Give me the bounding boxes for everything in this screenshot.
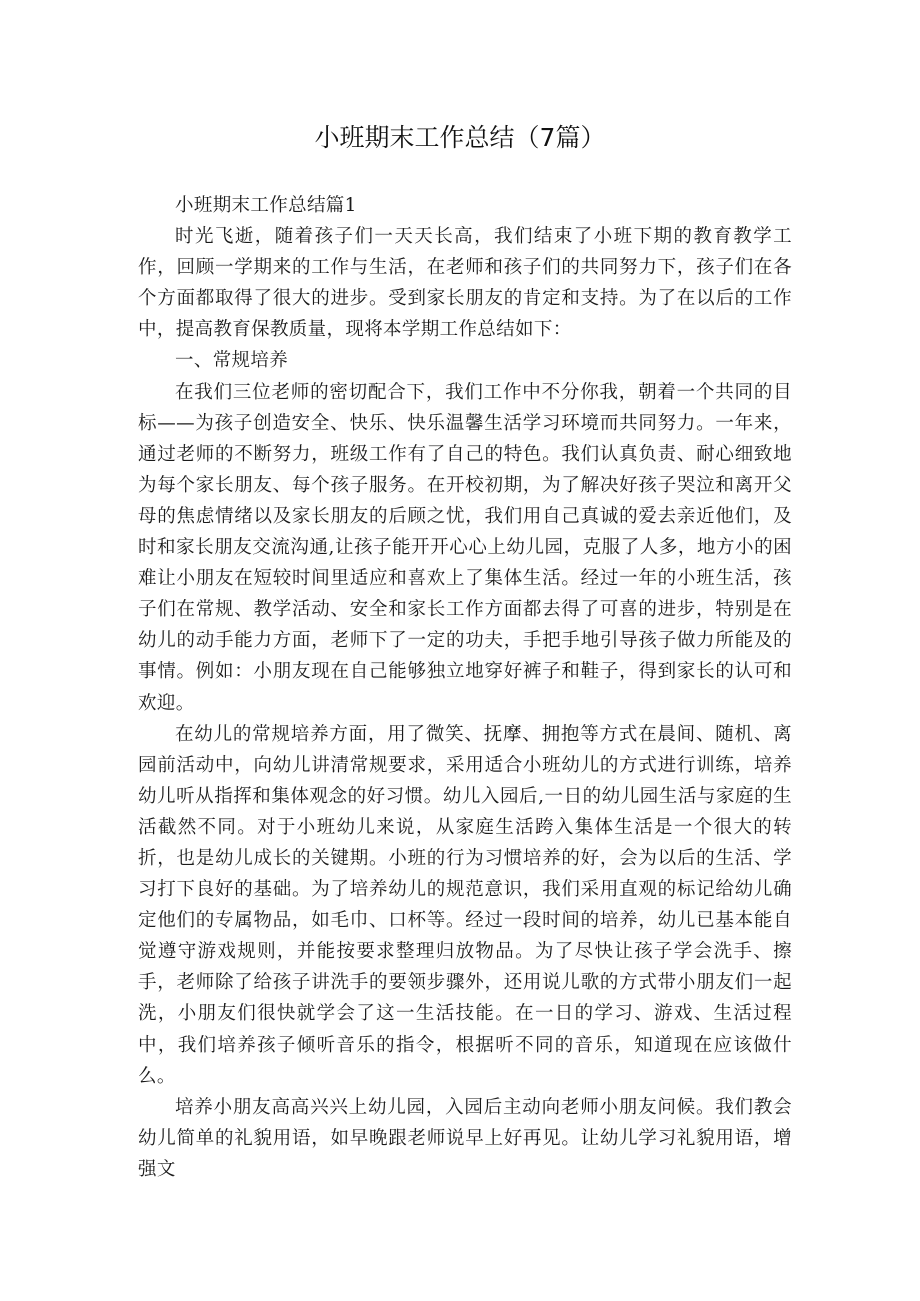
paragraph: 在我们三位老师的密切配合下，我们工作中不分你我，朝着一个共同的目标——为孩子创造安全、快乐、快乐温馨生活学习环境而共同努力。一年来，通过老师的不断努力，班级工作有了自己的特色。我们认真负责、耐心细致地为每个家长朋友、每个孩子服务。在开校初期，为了解决好孩子哭泣和离开父母的焦虑情绪以及家长朋友的后顾之忧，我们用自己真诚的爱去亲近他们，及时和家长朋友交流沟通,让孩子能开开心心上幼儿园，克服了人多，地方小的困难让小朋友在短较时间里适应和喜欢上了集体生活。经过一年的小班生活，孩子们在常规、教学活动、安全和家长工作方面都去得了可喜的进步，特别是在幼儿的动手能力方面，老师下了一定的功夫，手把手地引导孩子做力所能及的事情。例如：小朋友现在自己能够独立地穿好裤子和鞋子，得到家长的认可和欢迎。 — [138, 381, 792, 714]
document-body — [138, 190, 792, 1185]
section-heading: 小班期末工作总结篇1 — [175, 195, 357, 216]
paragraph: 培养小朋友高高兴兴上幼儿园，入园后主动向老师小朋友问候。我们教会幼儿简单的礼貌用语，如早晚跟老师说早上好再见。让幼儿学习礼貌用语，增强文 — [138, 1096, 792, 1180]
paragraph: 在幼儿的常规培养方面，用了微笑、抚摩、拥抱等方式在晨间、随机、离园前活动中，向幼儿讲清常规要求，采用适合小班幼儿的方式进行训练，培养幼儿听从指挥和集体观念的好习惯。幼儿入园后,一日的幼儿园生活与家庭的生活截然不同。对于小班幼儿来说，从家庭生活跨入集体生活是一个很大的转折，也是幼儿成长的关键期。小班的行为习惯培养的好，会为以后的生活、学习打下良好的基础。为了培养幼儿的规范意识，我们采用直观的标记给幼儿确定他们的专属物品，如毛巾、口杯等。经过一段时间的培养，幼儿已基本能自觉遵守游戏规则，并能按要求整理归放物品。为了尽快让孩子学会洗手、擦手，老师除了给孩子讲洗手的要领步骤外，还用说儿歌的方式带小朋友们一起洗，小朋友们很快就学会了这一生活技能。在一日的学习、游戏、生活过程中，我们培养孩子倾听音乐的指令，根据听不同的音乐，知道现在应该做什么。 — [138, 723, 792, 1087]
subsection-heading: 一、常规培养 — [175, 350, 289, 372]
document-title: 小班期末工作总结（7篇） — [314, 123, 606, 152]
paragraph: 时光飞逝，随着孩子们一天天长高，我们结束了小班下期的教育教学工作，回顾一学期来的工作与生活，在老师和孩子们的共同努力下，孩子们在各个方面都取得了很大的进步。受到家长朋友的肯定和支持。为了在以后的工作中，提高教育保教质量，现将本学期工作总结如下： — [138, 226, 792, 341]
